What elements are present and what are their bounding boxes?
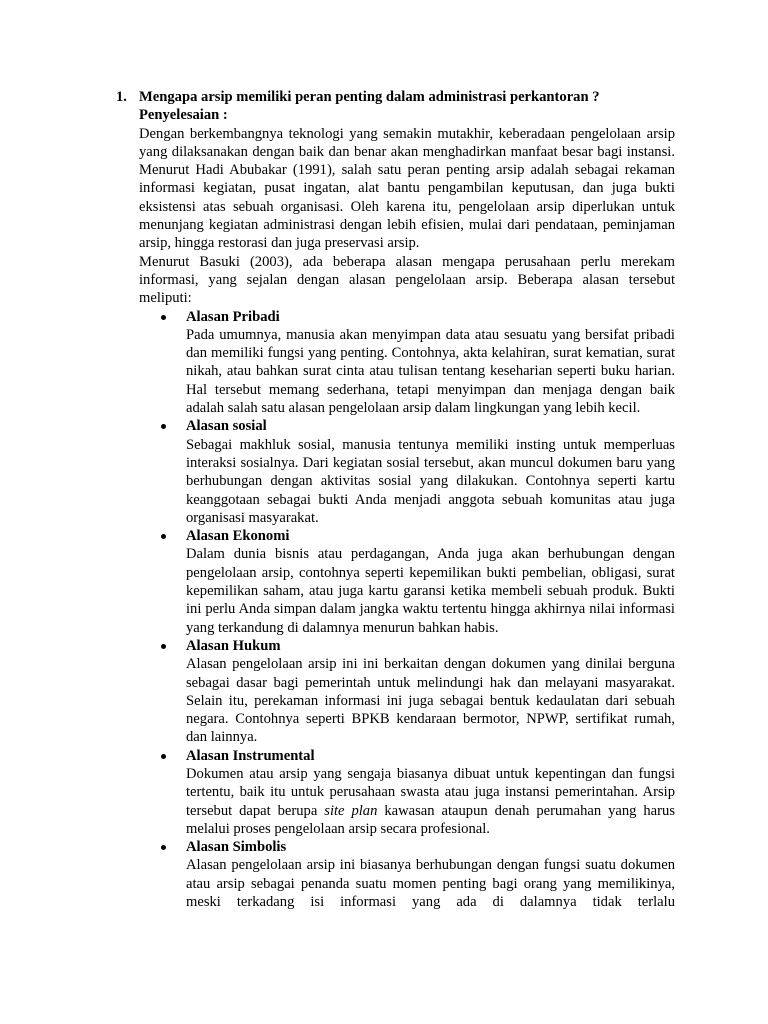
reason-title: Alasan sosial (186, 418, 267, 435)
reason-text-italic: site plan (324, 802, 378, 819)
reason-title: Alasan Hukum (186, 637, 281, 654)
reason-text-after: kawasan ataupun denah perumahan yang harus melalui proses pengelolaan arsip secara profesional. (186, 802, 675, 837)
reason-item-pribadi (139, 308, 675, 418)
question-title: Mengapa arsip memiliki peran penting dalam administrasi perkantoran ? (139, 89, 600, 105)
reasons-list (139, 308, 675, 912)
reason-item-instrumental (139, 747, 675, 838)
bullet-icon (161, 424, 166, 429)
reason-text: Dalam dunia bisnis atau perdagangan, Anda juga akan berhubungan dengan pengelolaan arsip, contohnya seperti kepemilikan bukti pembelian, obligasi, surat kepemilikan saham, atau juga kartu garansi ketika membeli sebuah produk. Bukti ini perlu Anda simpan dalam jangka waktu tertentu hingga akhirnya nilai informasi yang terkandung di dalamnya menurun bahkan habis. (186, 546, 675, 636)
intro-paragraph-1: Dengan berkembangnya teknologi yang semakin mutakhir, keberadaan pengelolaan arsip yang dilaksanakan dengan baik dan benar akan menghadirkan manfaat besar bagi instansi. Menurut Hadi Abubakar (1991), salah satu peran penting arsip adalah sebagai rekaman informasi kegiatan, pusat ingatan, alat bantu pengambilan keputusan, dan juga bukti eksistensi atas sebuah organisasi. Oleh karena itu, pengelolaan arsip diperlukan untuk menunjang kegiatan administrasi dengan lebih efisien, mulai dari pendataan, peminjaman arsip, hingga restorasi dan juga preservasi arsip. (139, 125, 675, 252)
reason-text: Alasan pengelolaan arsip ini ini berkaitan dengan dokumen yang dinilai berguna sebagai dasar bagi pemerintah untuk melindungi hak dan melayani masyarakat. Selain itu, perekaman informasi ini juga sebagai bentuk kedaulatan dari sebuah negara. Contohnya seperti BPKB kendaraan bermotor, NPWP, sertifikat rumah, dan lainnya. (186, 656, 675, 746)
bullet-icon (161, 534, 166, 539)
reason-item-ekonomi (139, 527, 675, 637)
reason-text: Pada umumnya, manusia akan menyimpan data atau sesuatu yang bersifat pribadi dan memiliki fungsi yang penting. Contohnya, akta kelahiran, surat kematian, surat nikah, atau bahkan surat cinta atau tulisan tentang keseharian seperti buku harian. Hal tersebut memang sederhana, tetapi menyimpan dan menjaga dengan baik adalah salah satu alasan pengelolaan arsip dalam lingkungan yang lebih kecil. (186, 326, 675, 417)
reason-item-sosial (139, 417, 675, 527)
reason-text (186, 765, 675, 838)
bullet-icon (161, 315, 166, 320)
reason-text-before: Dokumen atau arsip yang sengaja biasanya dibuat untuk kepentingan dan fungsi tertentu, baik itu untuk perusahaan swasta atau juga instansi pemerintahan. Arsip tersebut dapat berupa (186, 765, 675, 819)
reason-title: Alasan Simbolis (186, 839, 287, 856)
reason-item-hukum (139, 637, 675, 747)
reason-item-simbolis (139, 838, 675, 911)
bullet-icon (161, 754, 166, 759)
intro-paragraph-2: Menurut Basuki (2003), ada beberapa alasan mengapa perusahaan perlu merekam informasi, yang sejalan dengan alasan pengelolaan arsip. Beberapa alasan tersebut meliputi: (139, 253, 675, 307)
bullet-icon (161, 644, 166, 649)
answer-content (139, 88, 675, 911)
reason-title: Alasan Pribadi (186, 308, 280, 325)
reason-text: Sebagai makhluk sosial, manusia tentunya memiliki insting untuk memperluas interaksi sosialnya. Dari kegiatan sosial tersebut, akan muncul dokumen baru yang berhubungan dengan aktivitas sosial yang dilakukan. Contohnya seperti kartu keanggotaan sebagai bukti Anda menjadi anggota sebuah komunitas atau juga organisasi masyarakat. (186, 436, 675, 526)
reason-title: Alasan Instrumental (186, 747, 315, 764)
solution-label: Penyelesaian : (139, 107, 228, 124)
bullet-icon (161, 845, 166, 850)
reason-title: Alasan Ekonomi (186, 528, 290, 545)
question-number: 1. (116, 89, 127, 105)
reason-text: Alasan pengelolaan arsip ini biasanya berhubungan dengan fungsi suatu dokumen atau arsip sebagai penanda suatu momen penting bagi orang yang memilikinya, meski terkadang isi informasi yang ada di dalamnya tidak terlalu (186, 857, 675, 911)
